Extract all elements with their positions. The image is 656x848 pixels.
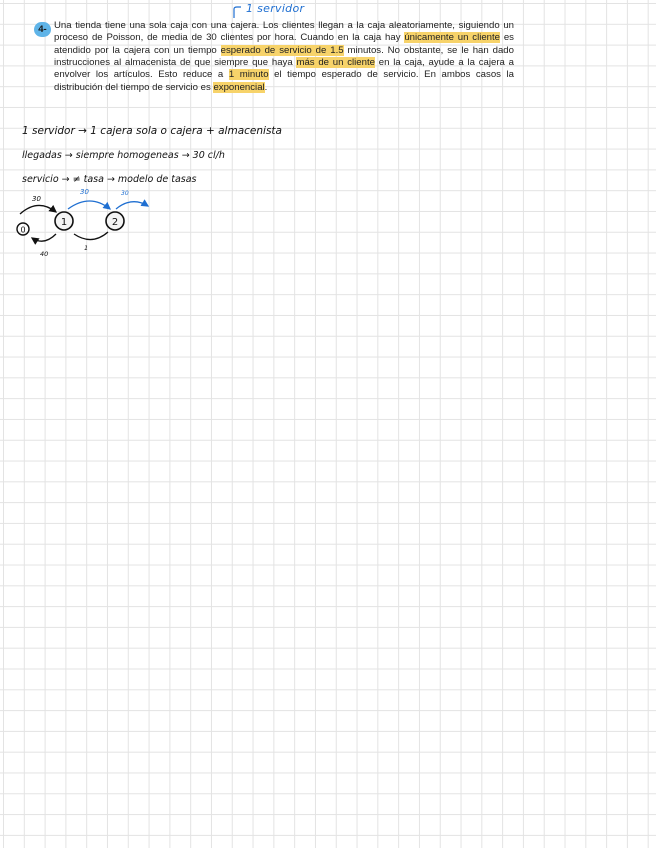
note-line-llegadas: llegadas → siempre homogeneas → 30 cl/h — [22, 150, 225, 161]
top-annotation — [238, 2, 304, 15]
svg-text:1: 1 — [60, 217, 68, 228]
rate-label-2-out: 30 — [121, 190, 129, 197]
rate-label-1-2: 30 — [80, 188, 89, 196]
problem-statement — [34, 20, 514, 94]
highlight: más de un cliente — [296, 57, 375, 69]
arrow-1-to-2 — [68, 201, 110, 209]
highlight: únicamente un cliente — [404, 32, 500, 44]
arrow-2-to-1 — [74, 232, 108, 240]
svg-text:0: 0 — [20, 225, 26, 235]
arrow-0-to-1 — [20, 205, 56, 214]
hook-arrow-icon — [232, 6, 242, 18]
text-segment: . — [264, 81, 268, 93]
top-annotation-text: 1 servidor — [246, 2, 305, 15]
rate-label-1-0: 40 — [40, 250, 49, 258]
highlight: esperado de servicio de 1.5 — [220, 44, 344, 56]
problem-text — [54, 20, 514, 94]
rate-label-0-1: 30 — [32, 195, 41, 203]
arrow-2-out — [116, 202, 148, 209]
note-line-servidor: 1 servidor → 1 cajera sola o cajera + almacenista — [22, 125, 282, 137]
svg-text:2: 2 — [111, 217, 119, 228]
note-line-servicio: servicio → ≠ tasa → modelo de tasas — [22, 174, 197, 185]
text-segment: Una tienda tiene una sola caja con una cajera. Los clientes llegan a la caja aleatoriamente, siguiendo un proceso de Poisson, de media de 30 clientes por hora. Cuando en la caja hay — [54, 20, 514, 44]
highlight: 1 minuto — [228, 69, 269, 81]
text-segment: el tiempo esperado de servicio. En ambos casos la distribución del tiempo de servicio es — [54, 69, 514, 93]
state-transition-diagram — [10, 184, 170, 264]
text-segment: minutos. No obstante, se le han dado instrucciones al almacenista de que siempre que haya — [54, 44, 514, 69]
arrow-1-to-0 — [32, 234, 56, 241]
text-segment: en la caja, ayude a la cajera a envolver los artículos. Esto reduce a — [54, 57, 514, 81]
problem-number-badge: 4- — [34, 22, 51, 37]
text-segment: es atendido por la cajera con un tiempo — [54, 32, 514, 56]
highlight: exponencial — [213, 81, 265, 93]
state-2 — [106, 212, 124, 230]
state-1 — [55, 212, 73, 230]
state-0 — [17, 223, 29, 235]
rate-label-2-1: 1 — [84, 244, 89, 252]
